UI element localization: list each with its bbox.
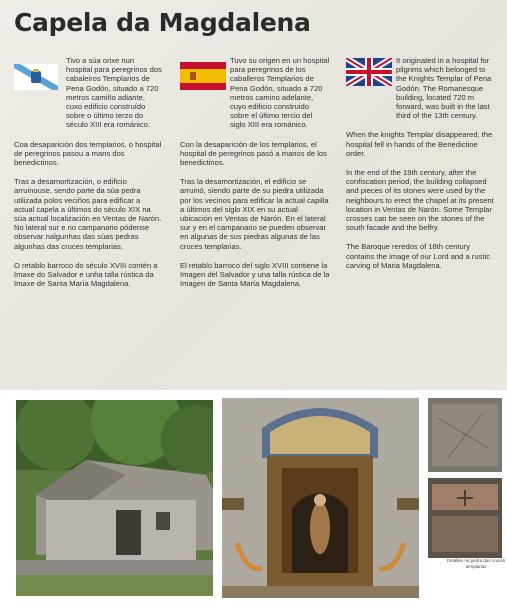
spanish-paragraph: Tras la desamortización, el edificio se arruinó, siendo parte de su piedra utilizada por los vecinos para edificar la actual capilla a últimos del siglo XIX en su actual ubicación en Ventas de Narón. En el lateral sur y en el campanario se pueden observar en algunas de sus piedras algunas de las cruces templarias. <box>180 177 329 251</box>
photo-caption: Detalles na pedra das cruces templarias <box>446 558 506 569</box>
galician-paragraph: O retablo barroco do século XVIII contén a Imaxe do Salvador e unha talla rústica da Imaxe de Santa María Magdalena. <box>14 260 158 289</box>
english-paragraph: It originated in a hospital for pilgrims which belonged to the Knights Templar of Pena Godón. The Romanesque building, located 720 m forward, was built in the last third of the 13th century. <box>396 56 492 121</box>
english-paragraph: The Baroque reredos of 18th century contains the image of our Lord and a rustic carving of Maria Magdalena. <box>346 242 490 270</box>
page-title: Capela da Magdalena <box>14 8 311 37</box>
spanish-text-column <box>180 56 330 298</box>
spanish-paragraph: Tuvo su origen en un hospital para peregrinos de los caballeros Templarios de Pena Godón, situado a 720 metros camino adelante, cuyo edificio construido sobre el último tercio del siglo XIII era románico. <box>230 56 330 130</box>
galician-paragraph: Tivo a súa orixe nun hospital para peregrinos dos cabaleiros Templarios de Pena Godón, situado a 720 metros camiño adiante, cuxo edificio construído sobre o último terzo do século XIII era románico. <box>66 56 162 130</box>
english-paragraph: In the end of the 19th century, after the confiscation period, the building collapsed and pieces of its stones were used by the neighbours to erect the chapel at its present location in Ventas de Narón. Some Templar crosses can be seen on the stones of the south facade and the belfry. <box>346 168 494 233</box>
galician-paragraph: Coa desaparición dos templarios, o hospital de peregrinos pasou a mans dos benedictinos. <box>14 139 162 168</box>
spanish-paragraph: Con la desaparición de los templarios, el hospital de peregrinos pasó a manos de los benedictinos. <box>180 139 327 168</box>
english-text-column <box>346 56 496 280</box>
galician-text-column <box>14 56 162 298</box>
spanish-paragraph: El retablo barroco del siglo XVIII contiene la Imagen del Salvador y una talla rústica de la Imagen de Santa María Magdalena. <box>180 260 330 289</box>
chapel-exterior-photo <box>16 400 213 596</box>
altarpiece-photo <box>222 398 419 598</box>
galician-paragraph: Tras a desamortización, o edificio arruinouse, sendo parte da súa pedra utilizada polos veciños para edificar a actual capela a últimos do século XIX na súa actual localización en Ventas de Narón. No lateral sur e no campanario pódense observar nalgunhas das súas pedras algunhas das cruces templarias. <box>14 177 162 251</box>
english-paragraph: When the knights Templar disappeared, the hospital fell in hands of the Benedictine order. <box>346 130 493 158</box>
stone-crosses-photo <box>428 398 502 558</box>
